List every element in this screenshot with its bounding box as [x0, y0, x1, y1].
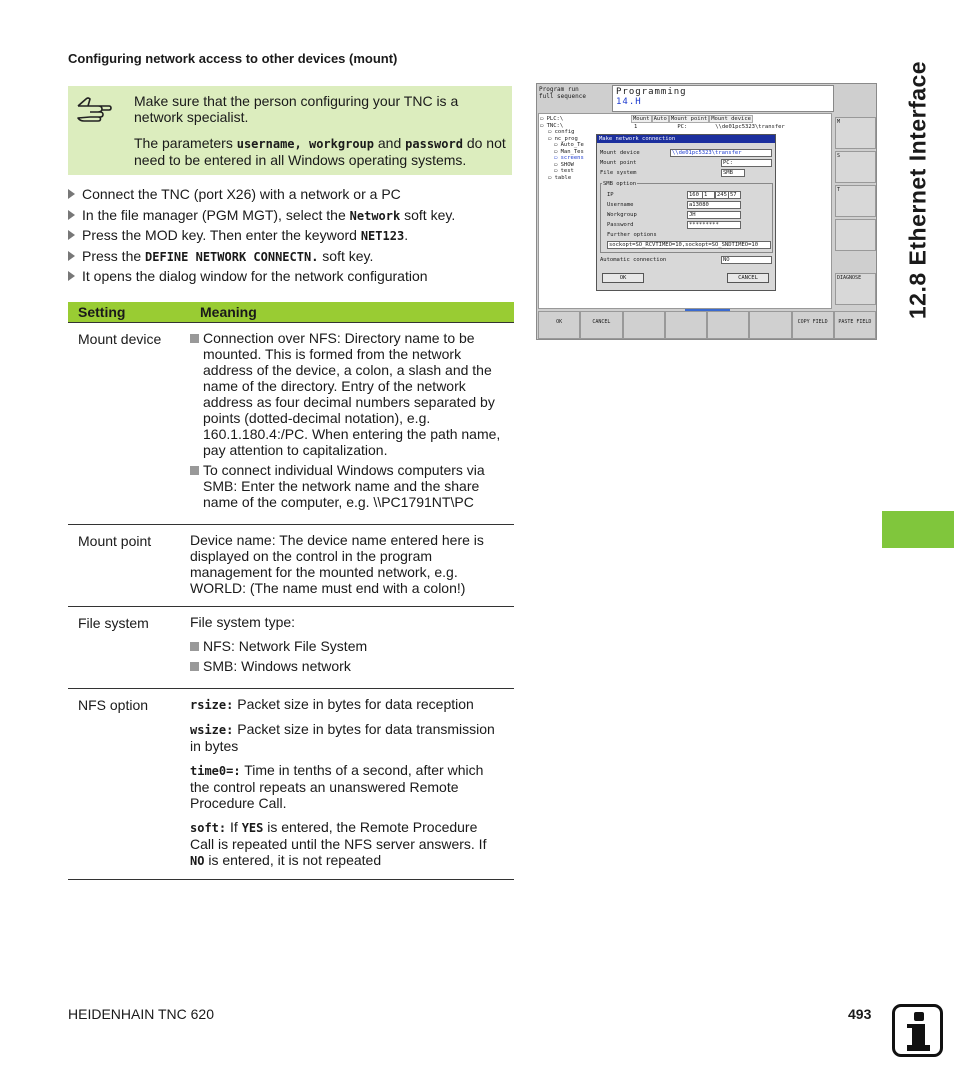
footer-product: HEIDENHAIN TNC 620	[68, 1006, 215, 1022]
tree-item[interactable]: ▭ test	[554, 168, 574, 174]
mount-device-field[interactable]: \\de01pc5323\transfer	[670, 149, 772, 157]
bullet-item: Connection over NFS: Directory name to be mounted. This is formed from the network address of the device, a colon, a slash and the name of the directory. Entry of the network address as four decimal numbers separated by points (dotted-decimal notation), e.g. 160.1.180.4:/PC. When entering the path name, pay attention to capitalization.	[190, 330, 504, 458]
meaning-cell	[190, 322, 514, 524]
arrow-right-icon	[68, 271, 75, 281]
username-field[interactable]: a13080	[687, 201, 741, 209]
tree-item[interactable]: ▭ table	[548, 174, 572, 181]
arrow-right-icon	[68, 210, 75, 220]
softkey-copy-field[interactable]: COPY FIELD	[792, 311, 834, 339]
softkey-cancel[interactable]: CANCEL	[580, 311, 622, 339]
step-item: Press the MOD key. Then enter the keyword NET123.	[68, 226, 518, 247]
mount-point-field[interactable]: PC:	[721, 159, 772, 167]
file-manager-pane	[538, 113, 832, 309]
square-bullet-icon	[190, 642, 199, 651]
setting-cell: Mount point	[68, 524, 190, 606]
mode-right: Programming 14.H	[612, 85, 834, 112]
softkey-paste-field[interactable]: PASTE FIELD	[834, 311, 876, 339]
table-row	[68, 322, 514, 524]
settings-table	[68, 302, 514, 880]
dialog-title: Make network connection	[597, 135, 775, 143]
setting-cell: Mount device	[68, 322, 190, 524]
dialog-cancel-button[interactable]: CANCEL	[727, 273, 769, 283]
step-item: In the file manager (PGM MGT), select the Network soft key.	[68, 206, 518, 227]
table-row	[68, 688, 514, 879]
meaning-cell: rsize: Packet size in bytes for data reception wsize: Packet size in bytes for data transmission in bytes time0=: Time in tenths of a second, after which the control repeats an unanswered Remote Procedure Call. soft: If YES is entered, the Remote Procedure Call is repeated until the NFS server answers. If NO is entered, it is not repeated	[190, 688, 514, 879]
side-key-s[interactable]: S	[835, 151, 876, 183]
square-bullet-icon	[190, 662, 199, 671]
info-icon	[892, 1004, 943, 1057]
square-bullet-icon	[190, 334, 199, 343]
table-row	[68, 606, 514, 688]
diagnose-key[interactable]: DIAGNOSE	[835, 273, 876, 305]
tree-item[interactable]: ▭ config	[548, 129, 575, 135]
folder-icon: ▭	[548, 174, 552, 181]
tree-item[interactable]: ▭ nc_prog	[548, 135, 578, 142]
folder-icon: ▭	[554, 168, 558, 174]
softkey-empty[interactable]	[665, 311, 707, 339]
side-softkeys	[834, 113, 877, 309]
softkey-empty[interactable]	[623, 311, 665, 339]
further-options-field[interactable]: sockopt=SO_RCVTIMEO=10,sockopt=SO_SNDTIMEO=10	[607, 241, 771, 249]
table-row	[68, 524, 514, 606]
file-system-select[interactable]: SMB	[721, 169, 745, 177]
auto-connection-select[interactable]: NO	[721, 256, 772, 264]
ip-octet-3[interactable]: 245	[715, 191, 729, 199]
meaning-cell: File system type: NFS: Network File System SMB: Windows network	[190, 606, 514, 688]
step-item: Connect the TNC (port X26) with a network or a PC	[68, 185, 518, 206]
tree-item[interactable]: ▭ SHOW	[554, 161, 574, 168]
network-dialog: Make network connection Mount device \\de01pc5323\transfer Mount point PC: File system SMB SMB option IP 160 1 245 57 Username a13080 Workgroup JH Password ********* Further options sockopt=SO_RCVTIMEO=10,sockopt=SO_SNDTIMEO=10 Automatic connection NO OK CANCEL	[596, 134, 776, 291]
square-bullet-icon	[190, 466, 199, 475]
softkey-empty[interactable]	[749, 311, 791, 339]
column-header-meaning: Meaning	[190, 302, 514, 322]
dialog-ok-button[interactable]: OK	[602, 273, 644, 283]
folder-icon: ▭	[548, 135, 552, 142]
folder-icon: ▭	[540, 122, 544, 129]
folder-icon: ▭	[540, 116, 544, 122]
mount-column-headers: Mount Auto Mount point Mount device	[633, 116, 751, 122]
note-text-1: Make sure that the person configuring your TNC is a network specialist.	[134, 93, 459, 125]
tree-item[interactable]: ▭ Man_Tes	[554, 148, 584, 155]
folder-icon: ▭	[554, 161, 558, 168]
setting-cell: NFS option	[68, 688, 190, 879]
step-item: Press the DEFINE NETWORK CONNECTN. soft key.	[68, 247, 518, 268]
ip-octet-4[interactable]: 57	[728, 191, 741, 199]
workgroup-field[interactable]: JH	[687, 211, 741, 219]
chapter-tab	[882, 511, 954, 548]
softkey-row	[538, 311, 876, 339]
folder-icon: ▭	[554, 155, 558, 161]
note-box	[68, 86, 512, 175]
ip-octet-2[interactable]: 1	[702, 191, 715, 199]
mount-row[interactable]: 1 PC: \\de01pc5323\transfer	[634, 124, 785, 130]
setting-cell: File system	[68, 606, 190, 688]
folder-icon: ▭	[548, 129, 552, 135]
bullet-item: To connect individual Windows computers via SMB: Enter the network name and the share name of the computer, e.g. \\PC1791NT\PC	[190, 462, 504, 510]
pointing-hand-icon	[76, 94, 112, 122]
tnc-screenshot	[536, 83, 877, 340]
password-field[interactable]: *********	[687, 221, 741, 229]
arrow-right-icon	[68, 251, 75, 261]
page-number: 493	[848, 1006, 872, 1022]
mode-left: Program run full sequence	[539, 86, 586, 100]
folder-icon: ▭	[554, 148, 558, 155]
step-list	[68, 185, 518, 288]
bullet-item: SMB: Windows network	[190, 658, 504, 674]
tree-item[interactable]: ▭ PLC:\	[540, 116, 564, 122]
step-item: It opens the dialog window for the network configuration	[68, 267, 518, 288]
column-header-setting: Setting	[68, 302, 190, 322]
side-key-empty[interactable]	[835, 219, 876, 251]
chapter-title-vertical: 12.8 Ethernet Interface	[904, 60, 931, 320]
bullet-item: NFS: Network File System	[190, 638, 504, 654]
side-key-t[interactable]: T	[835, 185, 876, 217]
softkey-ok[interactable]: OK	[538, 311, 580, 339]
tree-item[interactable]: ▭ screens	[554, 155, 584, 161]
side-key-m[interactable]: M	[835, 117, 876, 149]
folder-icon: ▭	[554, 142, 558, 148]
section-title: Configuring network access to other devices (mount)	[68, 51, 398, 66]
tree-item[interactable]: ▭ Auto_Te	[554, 142, 584, 148]
tree-item[interactable]: ▭ TNC:\	[540, 122, 564, 129]
directory-tree	[540, 116, 584, 181]
note-text-2: The parameters username, workgroup and password do not need to be entered in all Windows operating systems.	[134, 135, 506, 168]
table-header-row	[68, 302, 514, 322]
arrow-right-icon	[68, 189, 75, 199]
arrow-right-icon	[68, 230, 75, 240]
softkey-empty[interactable]	[707, 311, 749, 339]
meaning-cell: Device name: The device name entered here is displayed on the control in the program management for the mounted network, e.g. WORLD: (The name must end with a colon!)	[190, 524, 514, 606]
ip-octet-1[interactable]: 160	[687, 191, 704, 199]
